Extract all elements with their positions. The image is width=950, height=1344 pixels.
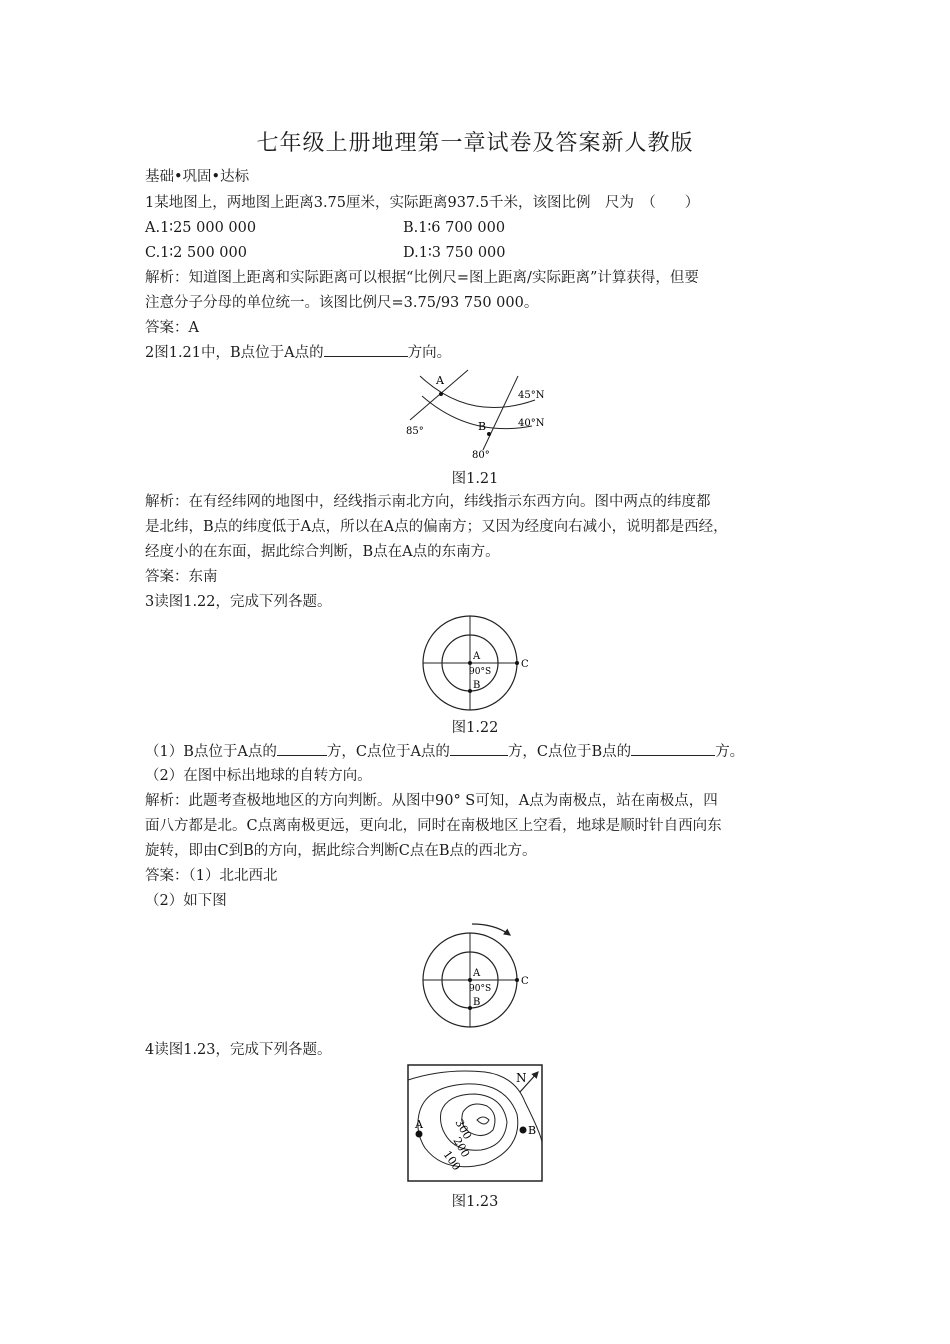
label-point-a: A <box>415 1118 423 1131</box>
label-point-a: A <box>473 968 481 979</box>
q3-blank-2 <box>450 741 508 756</box>
q2-answer-blank <box>324 342 408 357</box>
point-a-dot <box>468 978 472 982</box>
q3-answer-1: 答案：（1）北北西北 <box>145 868 278 884</box>
figure-1-21 <box>400 368 550 460</box>
label-contour-100: 100 <box>440 1148 464 1173</box>
label-point-c: C <box>521 976 529 987</box>
label-point-b: B <box>473 680 481 691</box>
q1-option-c: C.1∶2 500 000 <box>145 245 247 261</box>
q2-stem <box>145 342 451 363</box>
contour-peak-line <box>477 1117 489 1124</box>
q2-analysis-line1: 解析：在有经纬网的地图中，经线指示南北方向，纬线指示东西方向。图中两点的纬度都 <box>145 494 711 510</box>
q3-analysis-line3: 旋转，即由C到B的方向，据此综合判断C点在B点的西北方。 <box>145 843 537 859</box>
point-b-dot <box>487 432 491 436</box>
q1-analysis-line2: 注意分子分母的单位统一。该图比例尺=3.75/93 750 000。 <box>145 295 539 311</box>
page-title: 七年级上册地理第一章试卷及答案新人教版 <box>256 131 694 156</box>
q1-option-b: B.1∶6 700 000 <box>403 220 506 236</box>
q4-stem: 4读图1.23，完成下列各题。 <box>145 1042 332 1058</box>
label-point-c: C <box>521 659 529 670</box>
caption-figure-1-21: 图1.21 <box>451 471 499 487</box>
q1-answer: 答案：A <box>145 320 199 336</box>
figure-answer-rotation <box>420 918 535 1030</box>
q3-sub2: （2）在图中标出地球的自转方向。 <box>145 768 372 784</box>
point-a-dot <box>468 661 472 665</box>
q3-sub1-part4: 方。 <box>715 744 745 760</box>
label-south-pole: 90°S <box>469 667 492 677</box>
label-contour-300: 300 <box>452 1117 475 1142</box>
point-a-dot <box>416 1131 423 1138</box>
label-lat-45: 45°N <box>518 390 545 401</box>
q1-option-d: D.1∶3 750 000 <box>403 245 506 261</box>
label-lon-80: 80° <box>472 450 490 460</box>
q2-answer: 答案：东南 <box>145 569 218 585</box>
label-point-a: A <box>473 651 481 662</box>
q1-stem: 1某地图上，两地图上距离3.75厘米，实际距离937.5千米，该图比例 尺为 （ ） <box>145 195 700 211</box>
label-lat-40: 40°N <box>518 418 545 429</box>
q3-analysis-line2: 面八方都是北。C点离南极更远，更向北，同时在南极地区上空看，地球是顺时针自西向东 <box>145 818 722 834</box>
q3-blank-1 <box>277 741 327 756</box>
q2-analysis-line3: 经度小的在东面，据此综合判断，B点在A点的东南方。 <box>145 544 500 560</box>
q2-analysis-line2: 是北纬，B点的纬度低于A点，所以在A点的偏南方；又因为经度向右减小，说明都是西经， <box>145 519 728 535</box>
q2-stem-start: 2图1.21中，B点位于A点的 <box>145 345 324 361</box>
q1-option-a: A.1∶25 000 000 <box>145 220 257 236</box>
q3-sub1-part1: （1）B点位于A点的 <box>145 744 277 760</box>
q3-analysis-line1: 解析：此题考查极地地区的方向判断。从图中90° S可知，A点为南极点，站在南极点，四 <box>145 793 718 809</box>
point-b-dot <box>468 689 472 693</box>
latitude-40-line <box>422 396 532 429</box>
q3-blank-3 <box>631 741 715 756</box>
label-south-pole: 90°S <box>469 984 492 994</box>
caption-figure-1-22: 图1.22 <box>451 720 499 736</box>
point-b-dot <box>520 1127 527 1134</box>
point-c-dot <box>515 978 519 982</box>
label-point-b: B <box>528 1124 537 1137</box>
q1-analysis-line1: 解析：知道图上距离和实际距离可以根据“比例尺=图上距离/实际距离”计算获得，但要 <box>145 270 699 286</box>
q3-sub1-part3: 方，C点位于B点的 <box>507 744 632 760</box>
caption-figure-1-23: 图1.23 <box>451 1194 499 1210</box>
point-b-dot <box>468 1006 472 1010</box>
label-north: N <box>516 1071 527 1085</box>
q3-sub1-part2: 方，C点位于A点的 <box>326 744 450 760</box>
figure-1-22 <box>420 613 532 713</box>
q3-answer-2: （2）如下图 <box>145 893 227 909</box>
figure-1-23 <box>405 1062 545 1184</box>
point-c-dot <box>515 661 519 665</box>
label-contour-200: 200 <box>450 1135 473 1160</box>
point-a-dot <box>439 392 443 396</box>
meridian-80-line <box>483 376 518 450</box>
label-point-b: B <box>473 997 481 1008</box>
q3-sub1 <box>145 741 744 762</box>
q2-stem-end: 方向。 <box>407 345 452 361</box>
label-point-b: B <box>478 420 487 433</box>
q3-stem: 3读图1.22，完成下列各题。 <box>145 594 332 610</box>
section-heading: 基础•巩固•达标 <box>145 169 250 185</box>
label-point-a: A <box>436 374 444 387</box>
label-lon-85: 85° <box>406 426 424 437</box>
contour-200-line <box>441 1094 508 1150</box>
